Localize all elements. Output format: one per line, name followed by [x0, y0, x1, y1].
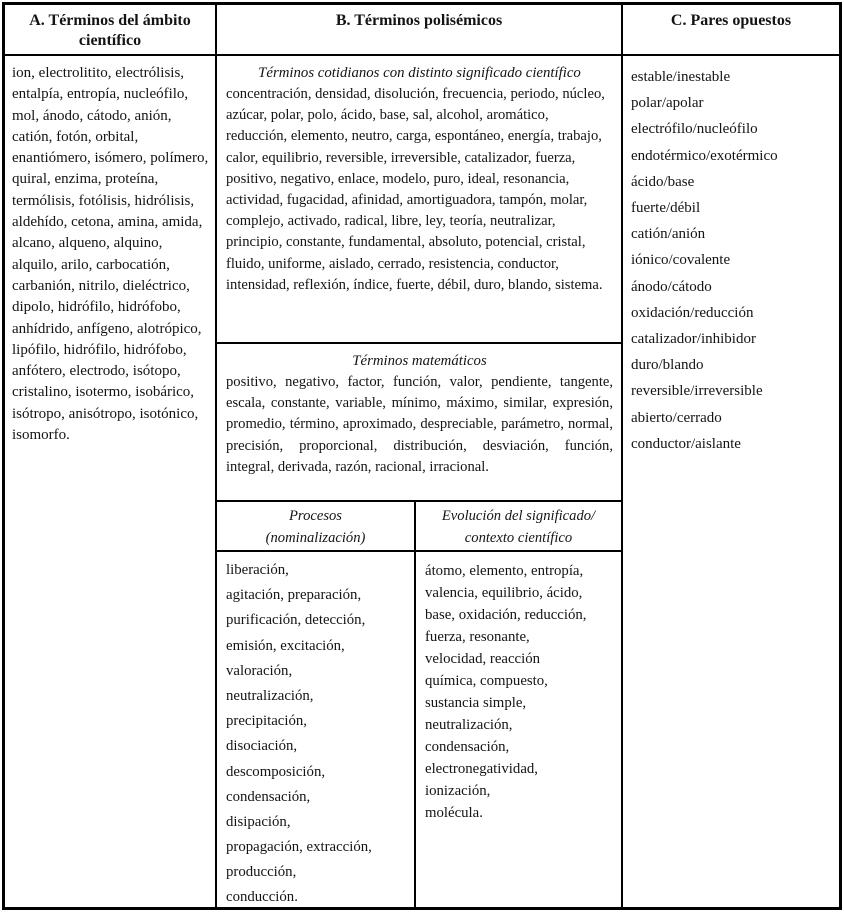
processes-terms-list	[217, 552, 416, 907]
process-term-line: disipación,	[226, 813, 291, 830]
process-term-line: emisión, excitación,	[226, 637, 345, 654]
opposite-pair-item: catalizador/inhibidor	[631, 331, 756, 348]
opposite-pair-item: abierto/cerrado	[631, 409, 722, 426]
evolution-term-line: molécula.	[425, 805, 483, 821]
column-a-header: A. Términos del ámbito científico	[5, 5, 217, 56]
process-term-line: valoración,	[226, 662, 293, 679]
subheader-evolution	[416, 502, 621, 550]
subbody-row	[217, 552, 621, 907]
process-term-line: purificación, detección,	[226, 612, 366, 629]
column-b-cell	[217, 56, 623, 907]
evolution-term-line: sustancia simple,	[425, 695, 527, 711]
opposite-pair-item: ánodo/cátodo	[631, 278, 712, 295]
column-b-header: B. Términos polisémicos	[217, 5, 623, 56]
process-term-line: producción,	[226, 864, 297, 881]
opposite-pair-item: polar/apolar	[631, 95, 704, 112]
math-terms-paragraph: positivo, negativo, factor, función, valor, pendiente, tangente, escala, constante, variable, mínimo, máximo, similar, expresión, promedio, término, aproximado, despreciable, parámetro, normal, precisión, proporcional, distribución, desviación, función, integral, derivada, razón, racional, irracional.	[226, 374, 613, 475]
process-term-line: agitación, preparación,	[226, 587, 362, 604]
evolution-term-line: condensación,	[425, 739, 510, 755]
subheader-evolution-line1: Evolución del significado/	[441, 508, 596, 524]
section-everyday-terms	[217, 56, 621, 344]
evolution-term-line: química, compuesto,	[425, 673, 548, 689]
process-term-line: precipitación,	[226, 713, 307, 730]
evolution-term-line: neutralización,	[425, 717, 513, 733]
process-term-line: descomposición,	[226, 763, 326, 780]
process-term-line: conducción.	[226, 889, 298, 906]
evolution-term-line: ionización,	[425, 783, 491, 799]
subheader-processes	[217, 502, 416, 550]
opposite-pair-item: ácido/base	[631, 173, 695, 190]
column-c-header: C. Pares opuestos	[623, 5, 839, 56]
process-term-line: propagación, extracción,	[226, 839, 372, 856]
process-term-line: condensación,	[226, 788, 311, 805]
column-a-cell	[5, 56, 217, 907]
evolution-term-line: valencia, equilibrio, ácido,	[425, 585, 583, 601]
subheader-processes-line2: (nominalización)	[265, 530, 366, 546]
opposite-pairs-list	[623, 56, 839, 907]
evolution-term-line: base, oxidación, reducción,	[425, 607, 587, 623]
evolution-terms-list	[416, 552, 621, 907]
terminology-table	[2, 2, 842, 910]
section-everyday-terms-title: Términos cotidianos con distinto significado científico	[258, 65, 581, 81]
process-term-line: disociación,	[226, 738, 298, 755]
section-math-terms	[217, 344, 621, 502]
opposite-pair-item: reversible/irreversible	[631, 383, 763, 400]
opposite-pair-item: electrófilo/nucleófilo	[631, 121, 758, 138]
evolution-term-line: fuerza, resonante,	[425, 629, 530, 645]
opposite-pair-item: catión/anión	[631, 226, 706, 243]
subheader-evolution-line2: contexto científico	[464, 530, 573, 546]
opposite-pair-item: iónico/covalente	[631, 252, 731, 269]
subheader-row	[217, 502, 621, 552]
opposite-pair-item: oxidación/reducción	[631, 304, 754, 321]
scientific-terms-paragraph: ion, electrolitito, electrólisis, entalpía, entropía, nucleófilo, mol, ánodo, cátodo, anión, catión, fotón, orbital, enantiómero, isómero, polímero, quiral, enzima, proteína, termólisis, fotólisis, hidrólisis, aldehído, cetona, amina, amida, alcano, alqueno, alquino, alquilo, arilo, carbocatión, carbanión, nitrilo, dieléctrico, dipolo, hidrófilo, hidrófobo, anhídrido, anfígeno, alotrópico, lipófilo, hidrófilo, hidrófobo, anfótero, electrodo, isótopo, cristalino, isotermo, isobárico, isótropo, anisótropo, isotónico, isomorfo.	[12, 65, 209, 444]
opposite-pair-item: fuerte/débil	[631, 200, 701, 217]
evolution-term-line: átomo, elemento, entropía,	[425, 563, 584, 579]
process-term-line: neutralización,	[226, 687, 314, 704]
opposite-pair-item: estable/inestable	[631, 69, 731, 85]
everyday-terms-paragraph: concentración, densidad, disolución, frecuencia, periodo, núcleo, azúcar, polar, polo, ácido, base, sal, alcohol, aromático, reducción, elemento, neutro, carga, espontáneo, energía, trabajo, calor, equilibrio, reversible, irreversible, catalizador, fuerza, positivo, negativo, enlace, modelo, puro, ideal, resonancia, actividad, fugacidad, afinidad, amortiguadora, tampón, molar, complejo, activado, radical, libre, ley, teoría, neutralizar, principio, constante, fundamental, absoluto, potencial, cristal, fluido, uniforme, aislado, cerrado, resistencia, conductor, intensidad, reflexión, índice, fuerte, débil, duro, blando, sistema.	[226, 86, 605, 293]
evolution-term-line: electronegatividad,	[425, 761, 538, 777]
opposite-pair-item: conductor/aislante	[631, 435, 741, 452]
subheader-processes-line1: Procesos	[289, 508, 342, 524]
section-math-terms-title: Términos matemáticos	[352, 353, 487, 369]
opposite-pair-item: endotérmico/exotérmico	[631, 147, 778, 164]
process-term-line: liberación,	[226, 562, 289, 578]
evolution-term-line: velocidad, reacción	[425, 651, 541, 667]
opposite-pair-item: duro/blando	[631, 357, 704, 374]
